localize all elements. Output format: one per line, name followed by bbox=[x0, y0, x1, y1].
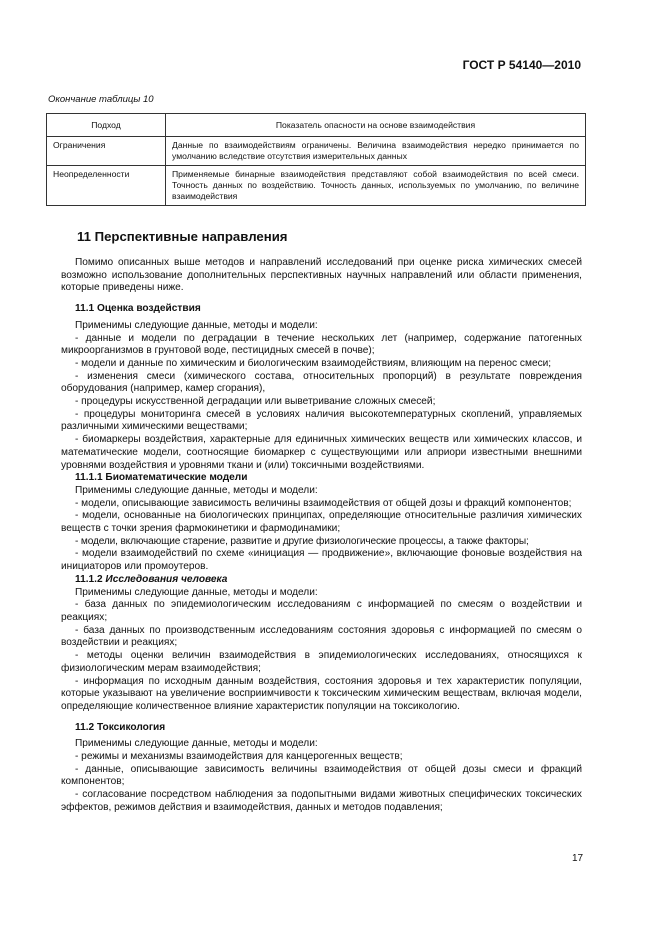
column-header-indicator: Показатель опасности на основе взаимодействия bbox=[166, 114, 586, 137]
subsubsection-heading bbox=[61, 472, 582, 485]
list-item: - биомаркеры воздействия, характерные для единичных химических веществ или химических классов, и математические модели, соотносящие биомаркер с существующими или априори известными внешними уровнями воздействия и уровнями ткани и (или) токсичными воздействиями. bbox=[61, 434, 582, 471]
list-intro: Применимы следующие данные, методы и модели: bbox=[75, 738, 318, 750]
list-item: - данные, описывающие зависимость величины взаимодействия от общей дозы смеси и фракций компонентов; bbox=[61, 763, 582, 788]
list-item: - модели и данные по химическим и биологическим взаимодействиям, влияющим на перенос смеси; bbox=[75, 357, 552, 369]
list-item: - модели, включающие старение, развитие и другие физиологические процессы, а также факторы; bbox=[75, 535, 529, 547]
table-row bbox=[47, 137, 586, 166]
subsection-heading: 11.2 Токсикология bbox=[75, 721, 166, 733]
subsection-heading: 11.1 Оценка воздействия bbox=[75, 303, 201, 315]
list-item: - база данных по эпидемиологическим исследованиям с информацией по смесям о воздействии и реакциях; bbox=[61, 599, 582, 623]
list-item: - изменения смеси (химического состава, относительных пропорций) в результате повреждения оборудования (например, камер сгорания), bbox=[61, 370, 582, 395]
list-item: - режимы и механизмы взаимодействия для канцерогенных веществ; bbox=[75, 751, 403, 763]
subsubsection-title: Биоматематические модели bbox=[105, 472, 248, 484]
list-item: - согласование посредством наблюдения за подопытными видами животных специфических токсических эффектов, режимов действия и взаимодействия, данных и методов подавления; bbox=[61, 789, 582, 813]
list-intro: Применимы следующие данные, методы и модели: bbox=[75, 484, 318, 496]
list-item: - модели, основанные на биологических принципах, определяющие относительные различия химических веществ с точки зрения фармокинетики и фармодинамики; bbox=[61, 510, 582, 535]
list-item: - методы оценки величин взаимодействия в эпидемиологических исследованиях, относящихся к физиологическим мерам взаимодействия; bbox=[61, 650, 582, 674]
page-number: 17 bbox=[572, 853, 584, 864]
subsubsection-title: Исследования человека bbox=[105, 573, 228, 585]
interaction-table bbox=[46, 113, 586, 206]
table-cell-text: Данные по взаимодействиям ограничены. Величина взаимодействия нередко принимается по умолчанию вследствие отсутствия измерительных данных bbox=[166, 137, 586, 166]
table-cell-approach: Ограничения bbox=[47, 137, 166, 166]
table-cell-approach: Неопределенности bbox=[47, 166, 166, 206]
list-item: - процедуры искусственной деградации или выветривание сложных смесей; bbox=[75, 396, 436, 408]
list-item: - модели взаимодействий по схеме «инициация — продвижение», включающие фоновые воздействия на инициаторов или промоутеров. bbox=[61, 548, 582, 573]
document-code: ГОСТ Р 54140—2010 bbox=[462, 58, 581, 72]
section-intro: Помимо описанных выше методов и направлений исследований при оценке риска химических смесей возможно использование дополнительных перспективных научных направлений или области применения, которые приведены ниже. bbox=[61, 257, 582, 294]
list-item: - процедуры мониторинга смесей в условиях наличия высокотемпературных скоплений, управляемых различными химическими веществами; bbox=[61, 408, 582, 433]
table-cell-text: Применяемые бинарные взаимодействия представляют собой взаимодействия по всей смеси. Точность данных по воздействию. Точность данных, используемых по умолчанию, по величине взаимодействия bbox=[166, 166, 586, 206]
table-caption: Окончание таблицы 10 bbox=[48, 94, 154, 105]
subsubsection-number: 11.1.2 bbox=[75, 573, 103, 585]
section-heading: 11 Перспективные направления bbox=[77, 229, 288, 244]
list-item: - данные и модели по деградации в течение нескольких лет (например, содержание патогенных микроорганизмов в грунтовой воде, пестицидных смесей в почве); bbox=[61, 332, 582, 357]
list-item: - база данных по производственным исследованиям состояния здоровья с информацией по смесям о воздействии и реакциях; bbox=[61, 624, 582, 649]
subsubsection-heading bbox=[61, 574, 582, 587]
table-row bbox=[47, 166, 586, 206]
list-item: - информация по исходным данным воздействия, состояния здоровья и тех характеристик популяции, которые указывают на увеличение восприимчивости к токсическим химическим веществам, включая модели, определяющие количественное влияние характеристик популяции на токсикологию. bbox=[61, 675, 582, 712]
list-item: - модели, описывающие зависимость величины взаимодействия от общей дозы и фракций компонентов; bbox=[75, 497, 572, 509]
section-body bbox=[61, 257, 582, 815]
list-intro: Применимы следующие данные, методы и модели: bbox=[75, 319, 318, 331]
list-intro: Применимы следующие данные, методы и модели: bbox=[75, 586, 318, 598]
column-header-approach: Подход bbox=[47, 114, 166, 137]
subsubsection-number: 11.1.1 bbox=[75, 472, 103, 484]
table-header-row bbox=[47, 114, 586, 137]
